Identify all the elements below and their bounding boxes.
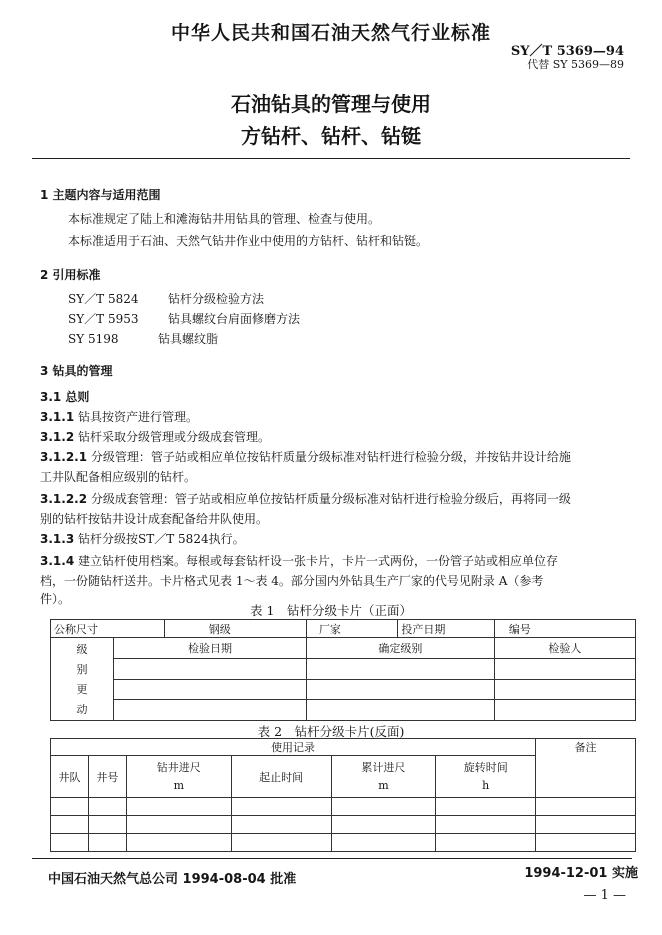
- start-end-time-header: 起止时间: [231, 756, 331, 798]
- clause-3-1-2: [40, 428, 270, 445]
- clause-text: 钻杆分级按ST／T 5824执行。: [78, 532, 245, 546]
- table-cell: [231, 798, 331, 816]
- reference-code: SY 5198: [68, 332, 119, 346]
- clause-3-1: 3.1 总则: [40, 390, 90, 404]
- clause-number: 3.1.3: [40, 532, 75, 546]
- table-cell: [113, 658, 306, 679]
- cumulative-footage-unit: m: [378, 778, 389, 792]
- clause-number: 3.1.4: [40, 554, 75, 568]
- table-cell: [536, 834, 636, 852]
- number-label: 编号: [494, 620, 635, 638]
- reference-item: [68, 330, 218, 347]
- footer-divider: [32, 858, 632, 859]
- section-3-heading: 3 钻具的管理: [40, 364, 113, 378]
- rotation-time-unit: h: [482, 778, 490, 792]
- clause-text: 钻具按资产进行管理。: [78, 410, 199, 424]
- table-cell: [536, 816, 636, 834]
- table-cell: [306, 679, 494, 700]
- clause-text: 分级管理：管子站或相应单位按钻杆质量分级标准对钻杆进行检验分级，并按钻井设计给施: [90, 450, 571, 464]
- document-title: 石油钻具的管理与使用: [231, 92, 431, 116]
- clause-text-continuation: 别的钻杆按钻井设计成套配备给井队使用。: [40, 512, 269, 526]
- clause-3-1-4: [40, 552, 558, 569]
- manufacturer-label: 厂家: [306, 620, 397, 638]
- drill-footage-unit: m: [173, 778, 185, 792]
- standard-code: SY／T 5369—94: [510, 44, 624, 59]
- table-cell: [231, 834, 331, 852]
- table-cell: [126, 798, 231, 816]
- grade-change-char: 更: [76, 683, 88, 696]
- table-cell: [126, 834, 231, 852]
- table-cell: [436, 834, 536, 852]
- table-cell: [536, 798, 636, 816]
- rotation-time-header: [436, 756, 536, 798]
- table-cell: [436, 816, 536, 834]
- reference-code: SY／T 5953: [68, 312, 139, 326]
- table-cell: [331, 816, 436, 834]
- table-cell: [306, 700, 494, 721]
- table-cell: [331, 798, 436, 816]
- table-cell: [88, 834, 126, 852]
- clause-3-1-1: [40, 408, 198, 425]
- steel-grade-label: 钢级: [164, 620, 306, 638]
- drill-footage-label: 钻井进尺: [156, 760, 201, 774]
- table-cell: [231, 816, 331, 834]
- inspector-header: 检验人: [494, 638, 635, 659]
- section-1-paragraph-1: 本标准规定了陆上和滩海钻井用钻具的管理、检查与使用。: [68, 212, 381, 226]
- document-subtitle: 方钻杆、钻杆、钻铤: [241, 124, 421, 148]
- table-cell: [51, 798, 89, 816]
- table-cell: [331, 834, 436, 852]
- clause-text: 分级成套管理：管子站或相应单位按钻杆质量分级标准对钻杆进行检验分级后，再将同一级: [90, 492, 571, 506]
- rotation-time-label: 旋转时间: [463, 760, 508, 774]
- table-cell: [306, 658, 494, 679]
- usage-record-header: 使用记录: [51, 739, 536, 756]
- table-cell: [113, 679, 306, 700]
- clause-3-1-2-2: [40, 490, 571, 507]
- table-cell: [436, 798, 536, 816]
- table-2-caption: 表 2 钻杆分级卡片(反面): [257, 724, 405, 739]
- header-divider: [32, 158, 630, 159]
- crew-header: 井队: [51, 756, 89, 798]
- clause-3-1-3: [40, 530, 245, 547]
- table-cell: [494, 679, 635, 700]
- clause-text: 钻杆采取分级管理或分级成套管理。: [78, 430, 271, 444]
- table-cell: [113, 700, 306, 721]
- reference-item: [68, 290, 264, 307]
- table-1-front-card: [50, 619, 636, 721]
- cumulative-footage-header: [331, 756, 436, 798]
- drill-footage-header: [126, 756, 231, 798]
- reference-title: 钻杆分级检验方法: [168, 292, 265, 306]
- reference-code: SY／T 5824: [68, 292, 139, 306]
- clause-number: 3.1.2: [40, 430, 75, 444]
- grade-change-char: 别: [76, 663, 88, 676]
- table-cell: [126, 816, 231, 834]
- clause-number: 3.1.2.1: [40, 450, 88, 464]
- table-cell: [51, 816, 89, 834]
- commission-date-label: 投产日期: [398, 620, 494, 638]
- table-cell: [494, 700, 635, 721]
- section-1-paragraph-2: 本标准适用于石油、天然气钻井作业中使用的方钻杆、钻杆和钻铤。: [68, 234, 429, 248]
- page-number: — 1 —: [583, 888, 626, 903]
- clause-text-continuation: 件）。: [40, 592, 71, 606]
- remarks-header: 备注: [536, 739, 636, 798]
- effective-date: 1994-12-01 实施: [524, 866, 638, 881]
- clause-3-1-2-1: [40, 448, 571, 465]
- grade-change-char: 动: [76, 703, 88, 716]
- table-1-caption: 表 1 钻杆分级卡片（正面）: [250, 603, 412, 618]
- clause-text: 建立钻杆使用档案。每根或每套钻杆设一张卡片，卡片一式两份，一份管子站或相应单位存: [78, 554, 559, 568]
- clause-text-continuation: 档，一份随钻杆送井。卡片格式见表 1～表 4。部分国内外钻具生产厂家的代号见附录 A（参考: [40, 574, 544, 588]
- clause-number: 3.1.2.2: [40, 492, 88, 506]
- grade-change-char: 级: [76, 643, 88, 656]
- determined-grade-header: 确定级别: [306, 638, 494, 659]
- inspection-date-header: 检验日期: [113, 638, 306, 659]
- table-cell: [88, 816, 126, 834]
- section-2-heading: 2 引用标准: [40, 268, 101, 282]
- table-cell: [51, 834, 89, 852]
- section-1-heading: 1 主题内容与适用范围: [40, 188, 161, 202]
- reference-title: 钻具螺纹脂: [158, 332, 219, 346]
- well-no-header: 井号: [88, 756, 126, 798]
- clause-number: 3.1.1: [40, 410, 75, 424]
- table-2-back-card: [50, 738, 636, 852]
- nominal-size-label: 公称尺寸: [51, 620, 165, 638]
- cumulative-footage-label: 累计进尺: [361, 760, 406, 774]
- reference-title: 钻具螺纹台肩面修磨方法: [168, 312, 301, 326]
- reference-item: [68, 310, 300, 327]
- table-cell: [88, 798, 126, 816]
- replaces-code: 代替 SY 5369—89: [527, 58, 624, 71]
- approval-line: 中国石油天然气总公司 1994-08-04 批准: [48, 872, 297, 887]
- clause-text-continuation: 工井队配备相应级别的钻杆。: [40, 470, 197, 484]
- table-cell: [494, 658, 635, 679]
- standard-org-title: 中华人民共和国石油天然气行业标准: [170, 22, 491, 44]
- grade-change-label: [51, 638, 114, 721]
